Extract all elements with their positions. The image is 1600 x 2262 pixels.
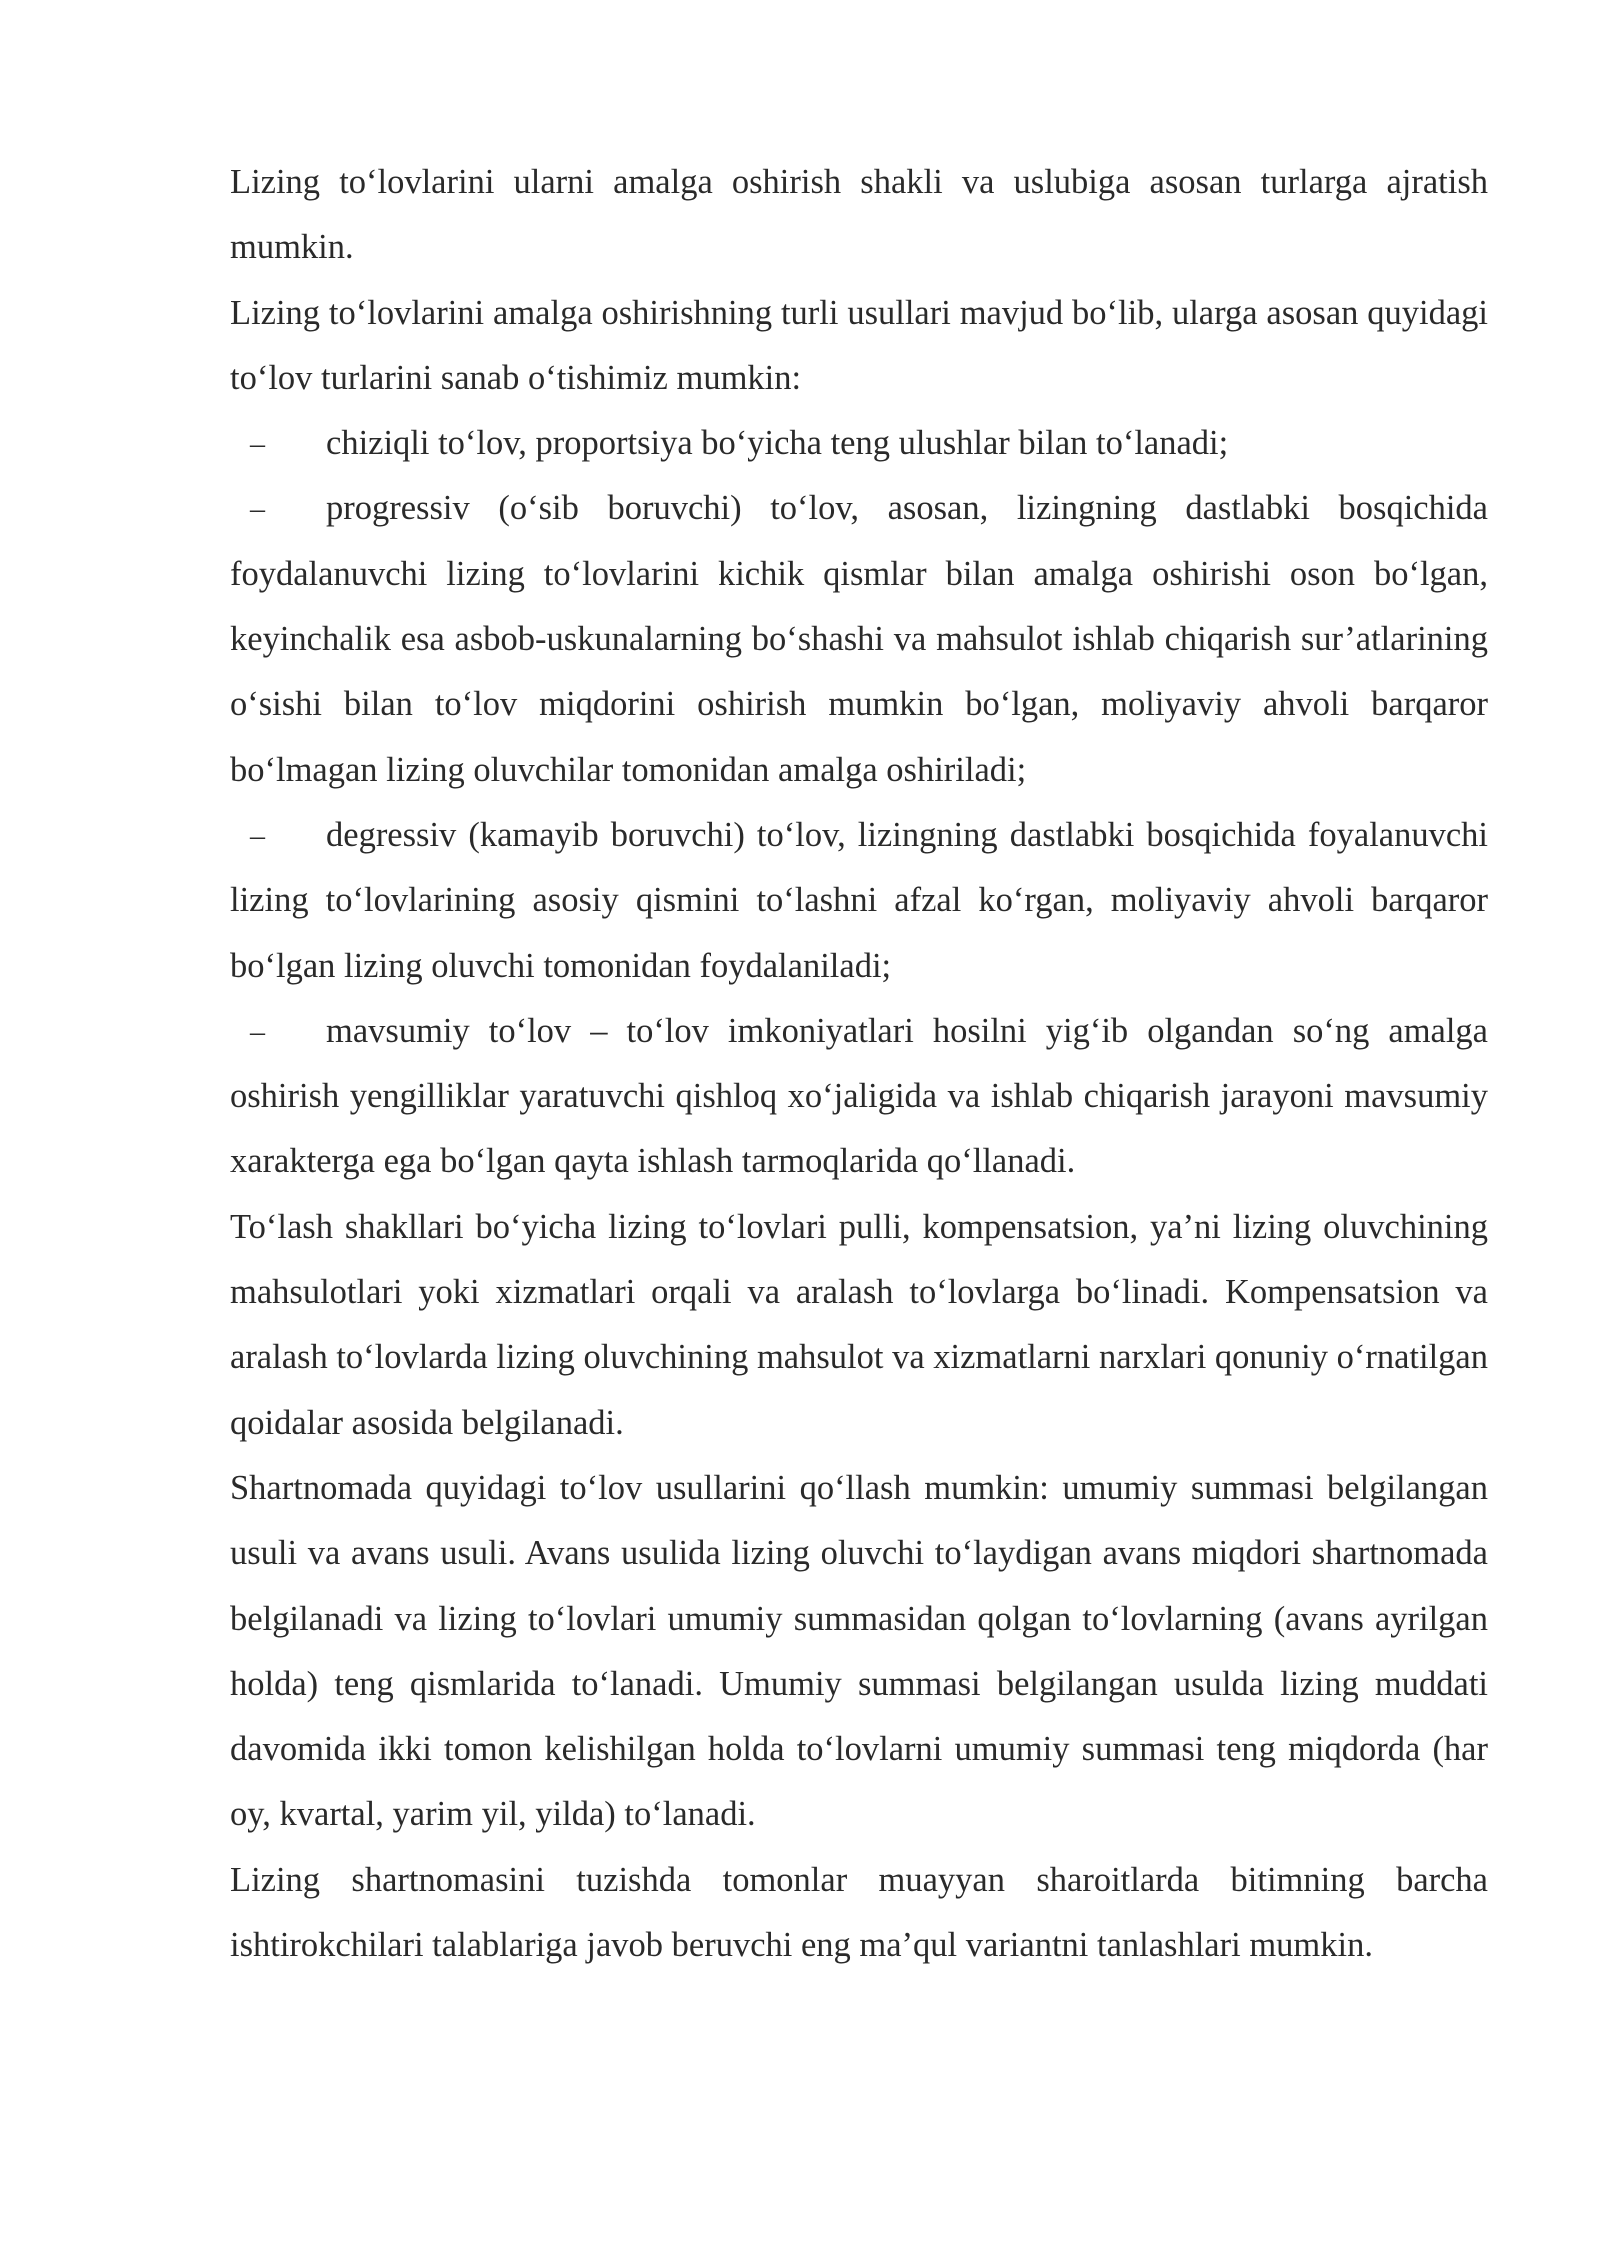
list-bullet: – bbox=[250, 1014, 265, 1048]
list-item-text: degressiv (kamayib boruvchi) to‘lov, lizingning dastlabki bosqichida foyalanuvchi lizing to‘lovlarining asosiy qismini to‘lashni afzal ko‘rgan, moliyaviy ahvoli barqaror bo‘lgan lizing oluvchi tomonidan foydalaniladi; bbox=[230, 815, 1488, 985]
list-item-text: progressiv (o‘sib boruvchi) to‘lov, asosan, lizingning dastlabki bosqichida foydalanuvchi lizing to‘lovlarini kichik qismlar bilan amalga oshirishi oson bo‘lgan, keyinchalik esa asbob-uskunalarning bo‘shashi va mahsulot ishlab chiqarish sur’atlarining o‘sishi bilan to‘lov miqdorini oshirish mumkin bo‘lgan, moliyaviy ahvoli barqaror bo‘lmagan lizing oluvchilar tomonidan amalga oshiriladi; bbox=[230, 489, 1488, 789]
paragraph: Shartnomada quyidagi to‘lov usullarini qo‘llash mumkin: umumiy summasi belgilangan usuli va avans usuli. Avans usulida lizing oluvchi to‘laydigan avans miqdori shartnomada belgilanadi va lizing to‘lovlari umumiy summasidan qolgan to‘lovlarning (avans ayrilgan holda) teng qismlarida to‘lanadi. Umumiy summasi belgilangan usulda lizing muddati davomida ikki tomon kelishilgan holda to‘lovlarni umumiy summasi teng miqdorda (har oy, kvartal, yarim yil, yilda) to‘lanadi. bbox=[230, 1468, 1488, 1834]
list-item bbox=[230, 803, 1488, 999]
paragraph: To‘lash shakllari bo‘yicha lizing to‘lovlari pulli, kompensatsion, ya’ni lizing oluvchining mahsulotlari yoki xizmatlari orqali va aralash to‘lovlarga bo‘linadi. Kompensatsion va aralash to‘lovlarda lizing oluvchining mahsulot va xizmatlarni narxlari qonuniy o‘rnatilgan qoidalar asosida belgilanadi. bbox=[230, 1207, 1488, 1442]
list-bullet: – bbox=[250, 818, 265, 852]
list-item bbox=[230, 476, 1488, 802]
list-item-text: chiziqli to‘lov, proportsiya bo‘yicha teng ulushlar bilan to‘lanadi; bbox=[326, 424, 1229, 463]
paragraph: Lizing to‘lovlarini ularni amalga oshirish shakli va uslubiga asosan turlarga ajratish mumkin. bbox=[230, 163, 1488, 267]
list-bullet: – bbox=[250, 427, 265, 461]
list-item bbox=[230, 999, 1488, 1195]
paragraph: Lizing to‘lovlarini amalga oshirishning turli usullari mavjud bo‘lib, ularga asosan quyidagi to‘lov turlarini sanab o‘tishimiz mumkin: bbox=[230, 293, 1488, 397]
list-bullet: – bbox=[250, 492, 265, 526]
list-item bbox=[230, 411, 1488, 476]
paragraph: Lizing shartnomasini tuzishda tomonlar muayyan sharoitlarda bitimning barcha ishtirokchilari talablariga javob beruvchi eng ma’qul variantni tanlashlari mumkin. bbox=[230, 1860, 1488, 1965]
document-page bbox=[230, 150, 1488, 1978]
list-item-text: mavsumiy to‘lov – to‘lov imkoniyatlari hosilni yig‘ib olgandan so‘ng amalga oshirish yengilliklar yaratuvchi qishloq xo‘jaligida va ishlab chiqarish jarayoni mavsumiy xarakterga ega bo‘lgan qayta ishlash tarmoqlarida qo‘llanadi. bbox=[230, 1011, 1488, 1181]
